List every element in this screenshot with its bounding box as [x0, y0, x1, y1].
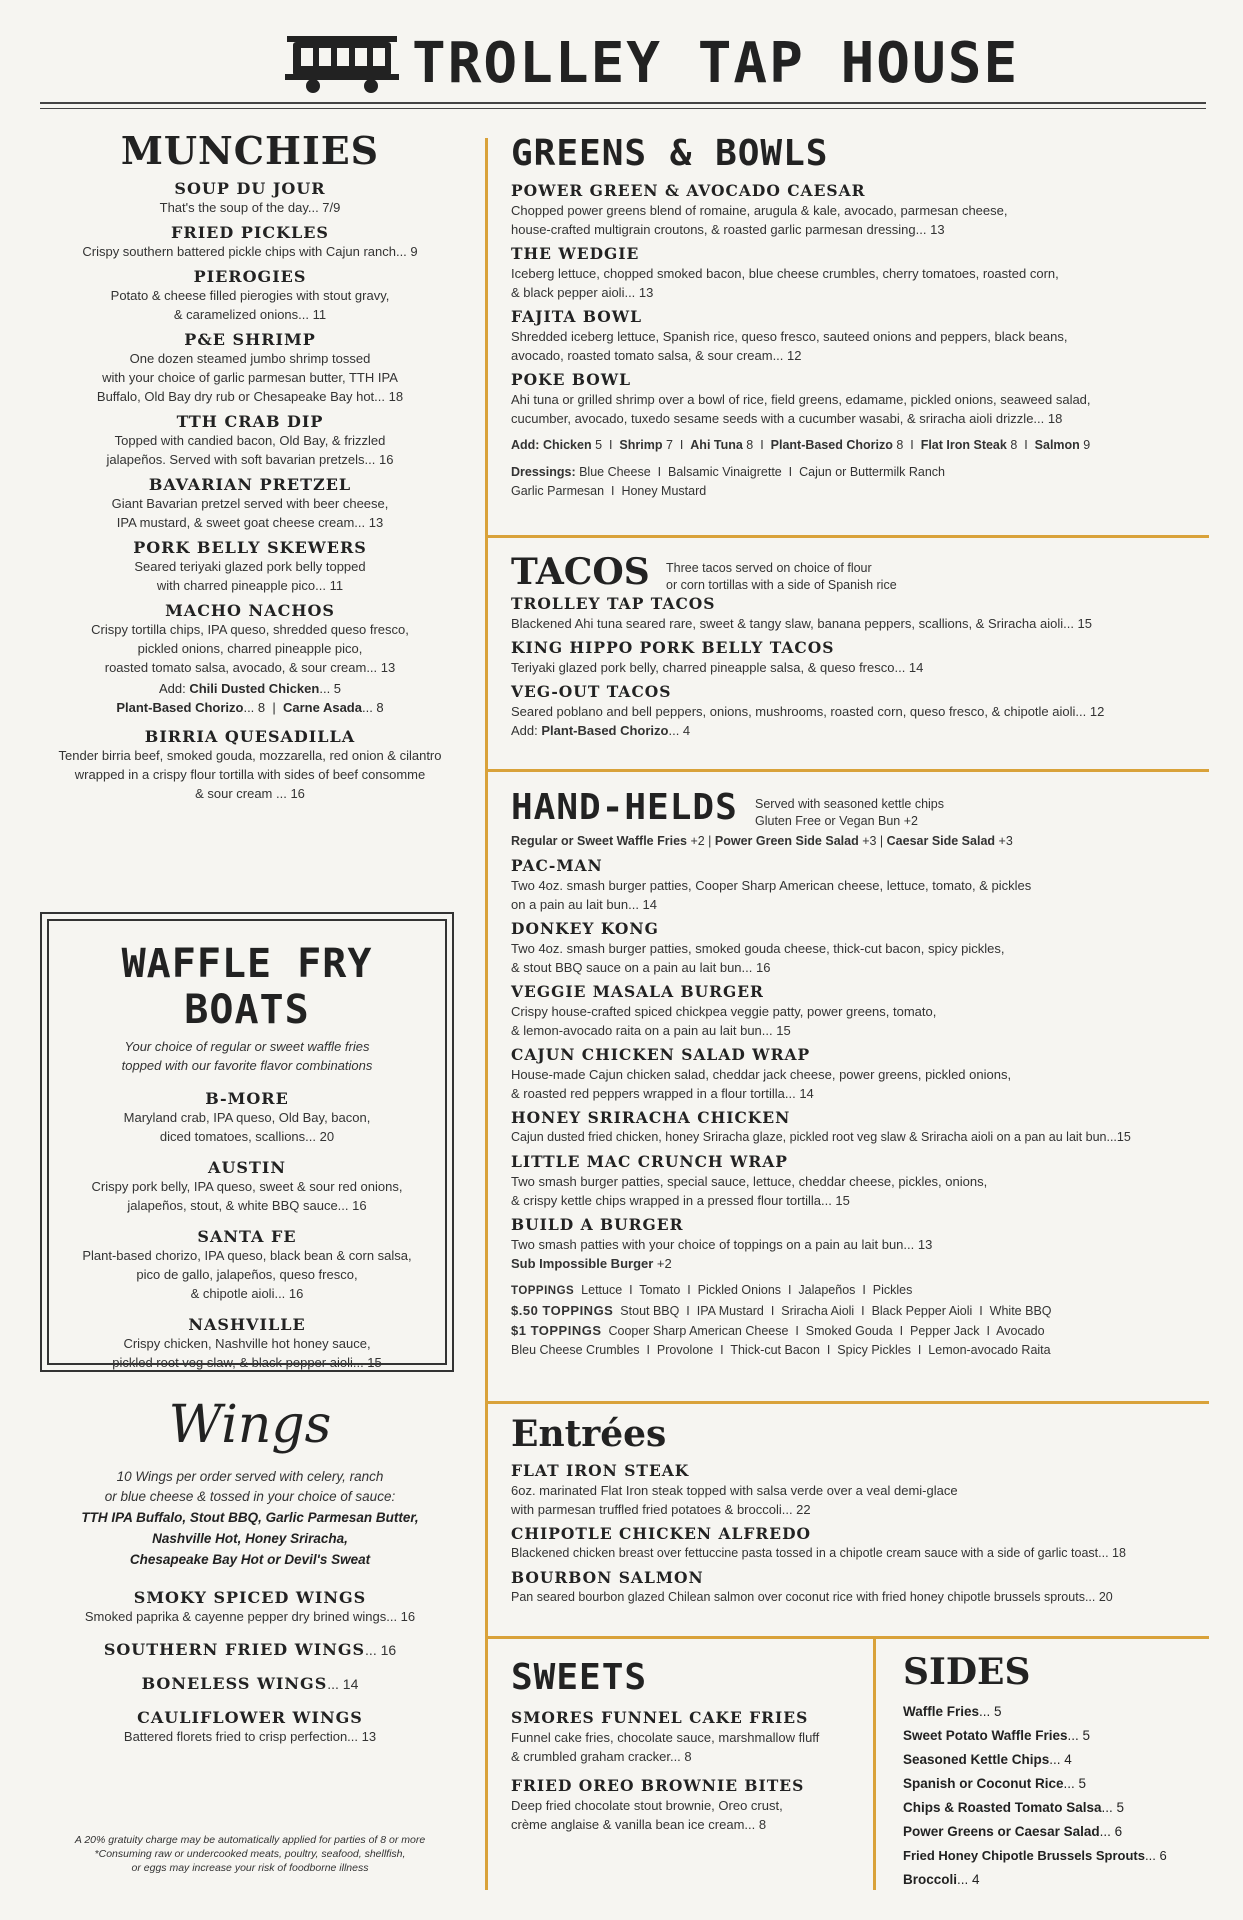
menu-item-price: ... 14 [327, 1676, 359, 1692]
upgrade-price: +2 | [686, 834, 715, 848]
toppings [511, 1281, 1201, 1360]
side-item [903, 1796, 1213, 1820]
menu-item-name: PAC-MAN [511, 856, 603, 875]
menu-item-name: AUSTIN [208, 1158, 286, 1177]
menu-item-name: MACHO NACHOS [165, 601, 335, 620]
waffle-fry-boats-box [40, 912, 454, 1372]
handhelds-section [511, 786, 1201, 1360]
menu-item-desc: Tender birria beef, smoked gouda, mozzarella, red onion & cilantro wrapped in a crispy flour tortilla with sides of beef consomme & sour cream ... 16 [58, 748, 442, 801]
menu-item-name: SMORES FUNNEL CAKE FRIES [511, 1708, 809, 1727]
handhelds-title: HAND-HELDS [511, 787, 738, 828]
side-name: Spanish or Coconut Rice [903, 1776, 1064, 1791]
toppings-label: $1 TOPPINGS [511, 1323, 602, 1338]
menu-item-name: FLAT IRON STEAK [511, 1461, 690, 1480]
menu-item-desc: Ahi tuna or grilled shrimp over a bowl of rice, field greens, edamame, pickled onions, seaweed salad, cucumber, avocado, tuxedo sesame seeds with a cucumber wasabi, & sriracha aioli drizzle... 18 [511, 392, 1091, 426]
side-item [903, 1772, 1213, 1796]
menu-item-desc: That's the soup of the day... 7/9 [159, 200, 341, 215]
menu-item-desc: Seared teriyaki glazed pork belly topped with charred pineapple pico... 11 [134, 559, 366, 593]
menu-item-name: PIEROGIES [193, 267, 307, 286]
entrees-section [511, 1412, 1201, 1607]
column-divider-sweets-sides [873, 1636, 876, 1890]
add-on-name: Salmon [1034, 438, 1080, 452]
menu-item-desc: Funnel cake fries, chocolate sauce, marshmallow fluff & crumbled graham cracker... 8 [511, 1730, 820, 1764]
menu-item-desc: Battered florets fried to crisp perfection... 13 [123, 1729, 377, 1744]
menu-item-name: CAULIFLOWER WINGS [137, 1708, 363, 1727]
side-price: ... 4 [1049, 1752, 1072, 1767]
toppings-list: Bleu Cheese Crumbles I Provolone I Thick-cut Bacon I Spicy Pickles I Lemon-avocado Raita [511, 1343, 1051, 1357]
nachos-add-ons [24, 679, 476, 717]
menu-item-desc: Seared poblano and bell peppers, onions, mushrooms, roasted corn, queso fresco, & chipotle aioli... 12 [511, 704, 1105, 719]
menu-item-desc: Maryland crab, IPA queso, Old Bay, bacon, diced tomatoes, scallions... 20 [123, 1110, 371, 1144]
side-name: Sweet Potato Waffle Fries [903, 1728, 1068, 1743]
sides-title: SIDES [903, 1651, 1031, 1693]
menu-item-desc: Cajun dusted fried chicken, honey Sriracha glaze, pickled root veg slaw & Sriracha aioli on a pan au lait bun...15 [511, 1130, 1131, 1144]
add-label: Add: [511, 438, 540, 452]
menu-item-name: CHIPOTLE CHICKEN ALFREDO [511, 1524, 812, 1543]
wings-title: Wings [168, 1395, 332, 1455]
greens-title: GREENS & BOWLS [511, 133, 829, 174]
waffle-subtitle: Your choice of regular or sweet waffle fries topped with our favorite flavor combinations [121, 1039, 373, 1073]
upgrade-price: +3 | [858, 834, 887, 848]
menu-item-name: DONKEY KONG [511, 919, 659, 938]
add-on-name: Chicken [542, 438, 592, 452]
menu-item-name-price [24, 1640, 476, 1660]
add-on-price: 8 [1006, 438, 1018, 452]
menu-item-name: VEG-OUT TACOS [511, 682, 672, 701]
add-on-name: Plant-Based Chorizo [770, 438, 893, 452]
menu-item-name: HONEY SRIRACHA CHICKEN [511, 1108, 791, 1127]
add-on-name: Plant-Based Chorizo [116, 700, 244, 715]
menu-item-desc: Crispy tortilla chips, IPA queso, shredded queso fresco, pickled onions, charred pineapple pico, roasted tomato salsa, avocado, & sour cream... 13 [91, 622, 409, 675]
add-prefix: Add: [511, 723, 542, 738]
add-prefix: Add: [158, 681, 190, 696]
side-item [903, 1724, 1213, 1748]
greens-add-ons: Add: Chicken 5 I Shrimp 7 I Ahi Tuna 8 I Plant-Based Chorizo 8 I Flat Iron Steak 8 I Salmon 9 [511, 438, 1091, 452]
add-on-price: 9 [1079, 438, 1091, 452]
menu-item-desc: Two 4oz. smash burger patties, Cooper Sharp American cheese, lettuce, tomato, & pickles on a pain au lait bun... 14 [511, 878, 1032, 912]
menu-item-name: TROLLEY TAP TACOS [511, 594, 716, 613]
add-on-name: Carne Asada [282, 700, 362, 715]
toppings-list: Lettuce I Tomato I Pickled Onions I Jalapeños I Pickles [574, 1283, 913, 1297]
menu-item-desc: Teriyaki glazed pork belly, charred pineapple salsa, & queso fresco... 14 [511, 660, 924, 675]
sides-section [903, 1650, 1213, 1892]
munchies-title: MUNCHIES [120, 128, 380, 173]
handhelds-note: Served with seasoned kettle chips Gluten Free or Vegan Bun +2 [755, 797, 944, 828]
dressings-list-2: Garlic Parmesan I Honey Mustard [511, 484, 707, 498]
add-on-price: 8 [892, 438, 904, 452]
add-on-price: 5 [591, 438, 603, 452]
dressings-list: Blue Cheese I Balsamic Vinaigrette I Cajun or Buttermilk Ranch [575, 465, 945, 479]
trolley-icon [283, 30, 401, 94]
menu-item-desc: Crispy chicken, Nashville hot honey sauce, pickled root veg slaw, & black pepper aioli... 15 [112, 1336, 382, 1370]
add-on-name: Ahi Tuna [690, 438, 743, 452]
menu-item-name: SOUP DU JOUR [174, 179, 326, 198]
menu-item-desc: Crispy southern battered pickle chips with Cajun ranch... 9 [82, 244, 418, 259]
side-name: Fried Honey Chipotle Brussels Sprouts [903, 1848, 1145, 1863]
menu-item-name: SANTA FE [197, 1227, 297, 1246]
side-price: ... 5 [1101, 1800, 1125, 1815]
menu-item-name: FRIED OREO BROWNIE BITES [511, 1776, 805, 1795]
menu-item-desc: Giant Bavarian pretzel served with beer cheese, IPA mustard, & sweet goat cheese cream... 13 [111, 496, 389, 530]
side-name: Broccoli [903, 1872, 958, 1887]
menu-item-name: POKE BOWL [511, 370, 632, 389]
side-name: Seasoned Kettle Chips [903, 1752, 1050, 1767]
menu-item-desc: Blackened Ahi tuna seared rare, sweet & tangy slaw, banana peppers, scallions, & Sriracha aioli... 15 [511, 616, 1093, 631]
section-divider [485, 1401, 1209, 1404]
menu-item-desc: Two smash burger patties, special sauce, lettuce, cheddar cheese, pickles, onions, & crispy kettle chips wrapped in a pressed flour tortilla... 15 [511, 1174, 988, 1208]
munchies-section [24, 128, 476, 803]
menu-item-desc: One dozen steamed jumbo shrimp tossed with your choice of garlic parmesan butter, TTH IPA Buffalo, Old Bay dry rub or Chesapeake Bay hot... 18 [96, 351, 404, 404]
add-on-price: 7 [662, 438, 673, 452]
menu-item-name: POWER GREEN & AVOCADO CAESAR [511, 181, 866, 200]
tacos-title: TACOS [511, 551, 650, 593]
wings-section [24, 1395, 476, 1746]
toppings-list: Cooper Sharp American Cheese I Smoked Gouda I Pepper Jack I Avocado [601, 1324, 1045, 1338]
sub-option [511, 1254, 1201, 1273]
menu-item-desc: Plant-based chorizo, IPA queso, black bean & corn salsa, pico de gallo, jalapeños, queso fresco, & chipotle aioli... 16 [82, 1248, 412, 1301]
menu-item-desc: Two smash patties with your choice of toppings on a pain au lait bun... 13 [511, 1237, 933, 1252]
side-item [903, 1700, 1213, 1724]
menu-item-name: B-MORE [205, 1089, 289, 1108]
add-on-name: Chili Dusted Chicken [189, 681, 320, 696]
side-price: ... 5 [1063, 1776, 1087, 1791]
toppings-list: Stout BBQ I IPA Mustard I Sriracha Aioli I Black Pepper Aioli I White BBQ [613, 1304, 1052, 1318]
menu-item-name: BOURBON SALMON [511, 1568, 704, 1587]
footnote: A 20% gratuity charge may be automatically applied for parties of 8 or more *Consuming raw or undercooked meats, poultry, seafood, shellfish, or eggs may increase your risk of foodborne illness [74, 1834, 426, 1874]
tacos-note: Three tacos served on choice of flour or corn tortillas with a side of Spanish rice [666, 561, 897, 592]
menu-item-name: VEGGIE MASALA BURGER [511, 982, 764, 1001]
menu-item-desc: Crispy pork belly, IPA queso, sweet & sour red onions, jalapeños, stout, & white BBQ sauce... 16 [91, 1179, 403, 1213]
header-rule-thin [40, 108, 1206, 109]
menu-item-name: PORK BELLY SKEWERS [133, 538, 367, 557]
menu-item-desc: Shredded iceberg lettuce, Spanish rice, queso fresco, sauteed onions and peppers, black beans, avocado, roasted tomato salsa, & sour cream... 12 [511, 329, 1068, 363]
upgrade-name: Power Green Side Salad [714, 834, 859, 848]
menu-item-name: CAJUN CHICKEN SALAD WRAP [511, 1045, 811, 1064]
menu-item-name: THE WEDGIE [511, 244, 640, 263]
menu-item-name: TTH CRAB DIP [176, 412, 324, 431]
side-name: Chips & Roasted Tomato Salsa [903, 1800, 1102, 1815]
menu-item-desc: Chopped power greens blend of romaine, arugula & kale, avocado, parmesan cheese, house-crafted multigrain croutons, & roasted garlic parmesan dressing... 13 [511, 203, 1008, 237]
menu-item-name: NASHVILLE [188, 1315, 306, 1334]
dressings-label: Dressings: [511, 465, 576, 479]
side-price: ... 6 [1145, 1848, 1167, 1863]
add-on-price: ... 4 [668, 723, 691, 738]
menu-item-desc: 6oz. marinated Flat Iron steak topped with salsa verde over a veal demi-glace with parmesan truffled fried potatoes & broccoli... 22 [511, 1483, 958, 1517]
upgrade-price: +3 [995, 834, 1013, 848]
side-item [903, 1748, 1213, 1772]
greens-section [511, 132, 1201, 501]
menu-item-desc: Iceberg lettuce, chopped smoked bacon, blue cheese crumbles, cherry tomatoes, roasted corn, & black pepper aioli... 13 [511, 266, 1059, 300]
header [0, 20, 1243, 100]
dressings [511, 463, 1201, 501]
section-divider [485, 1636, 1209, 1639]
menu-item-name: FRIED PICKLES [171, 223, 329, 242]
sub-name: Sub Impossible Burger [511, 1256, 654, 1271]
menu-item-desc: Topped with candied bacon, Old Bay, & frizzled jalapeños. Served with soft bavarian pretzels... 16 [106, 433, 394, 467]
sub-price: +2 [653, 1256, 672, 1271]
column-divider [485, 138, 488, 1890]
menu-item-desc: Crispy house-crafted spiced chickpea veggie patty, power greens, tomato, & lemon-avocado raita on a pain au lait bun... 15 [511, 1004, 937, 1038]
add-on-price: ... 5 [319, 681, 342, 696]
side-price: ... 4 [957, 1872, 980, 1887]
add-on-name: Shrimp [619, 438, 663, 452]
side-price: ... 6 [1099, 1824, 1123, 1839]
menu-item-desc: Pan seared bourbon glazed Chilean salmon over coconut rice with fried honey chipotle brussels sprouts... 20 [511, 1590, 1113, 1604]
menu-item-desc: Potato & cheese filled pierogies with stout gravy, & caramelized onions... 11 [110, 288, 390, 322]
menu-item-desc: Smoked paprika & cayenne pepper dry brined wings... 16 [84, 1609, 416, 1624]
side-item [903, 1844, 1213, 1868]
toppings-label: TOPPINGS [511, 1285, 575, 1297]
tacos-add-on [511, 721, 1201, 740]
menu-item-desc: Deep fried chocolate stout brownie, Oreo crust, crème anglaise & vanilla bean ice cream... 8 [511, 1798, 783, 1832]
upgrade-name: Regular or Sweet Waffle Fries [511, 834, 687, 848]
menu-item-name: BONELESS WINGS [141, 1674, 328, 1693]
section-divider [485, 535, 1209, 538]
add-on-price: 8 [742, 438, 754, 452]
menu-item-desc: Blackened chicken breast over fettuccine pasta tossed in a chipotle cream sauce with a side of garlic toast... 18 [511, 1546, 1126, 1560]
side-name: Power Greens or Caesar Salad [903, 1824, 1100, 1839]
side-price: ... 5 [979, 1704, 1002, 1719]
page-title: TROLLEY TAP HOUSE [412, 31, 1020, 96]
menu-item-name: BIRRIA QUESADILLA [144, 727, 356, 746]
upgrade-name: Caesar Side Salad [886, 834, 996, 848]
menu-item-desc: House-made Cajun chicken salad, cheddar jack cheese, power greens, pickled onions, & roasted red peppers wrapped in a flour tortilla... 14 [511, 1067, 1012, 1101]
add-on-name: Plant-Based Chorizo [541, 723, 669, 738]
add-on-price: ... 8 [361, 700, 384, 715]
side-item [903, 1820, 1213, 1844]
toppings-label: $.50 TOPPINGS [511, 1303, 614, 1318]
section-divider [485, 769, 1209, 772]
wings-sauces: TTH IPA Buffalo, Stout BBQ, Garlic Parmesan Butter, Nashville Hot, Honey Sriracha, Chesapeake Bay Hot or Devil's Sweat [81, 1510, 419, 1567]
menu-item-name: SOUTHERN FRIED WINGS [103, 1640, 366, 1659]
header-rule [40, 102, 1206, 104]
wings-note: 10 Wings per order served with celery, ranch or blue cheese & tossed in your choice of sauce: [104, 1469, 396, 1504]
separator: | [265, 700, 283, 715]
menu-item-name: SMOKY SPICED WINGS [133, 1588, 367, 1607]
sweets-title: SWEETS [511, 1657, 648, 1698]
entrees-title: Entrées [511, 1413, 667, 1455]
side-upgrades [511, 832, 1201, 851]
add-on-price: ... 8 [243, 700, 266, 715]
menu-item-name: KING HIPPO PORK BELLY TACOS [511, 638, 835, 657]
add-on-name: Flat Iron Steak [920, 438, 1007, 452]
menu-item-desc: Two 4oz. smash burger patties, smoked gouda cheese, thick-cut bacon, spicy pickles, & stout BBQ sauce on a pain au lait bun... 16 [511, 941, 1005, 975]
side-name: Waffle Fries [903, 1704, 980, 1719]
menu-item-name: P&E SHRIMP [184, 330, 316, 349]
menu-item-name: FAJITA BOWL [511, 307, 643, 326]
menu-item-name: BAVARIAN PRETZEL [148, 475, 352, 494]
menu-item-price: ... 16 [365, 1642, 397, 1658]
menu-item-name: BUILD A BURGER [511, 1215, 684, 1234]
side-price: ... 5 [1067, 1728, 1091, 1743]
menu-item-name-price [24, 1674, 476, 1694]
waffle-title: WAFFLE FRY BOATS [121, 941, 373, 1033]
menu-item-name: LITTLE MAC CRUNCH WRAP [511, 1152, 788, 1171]
side-item [903, 1868, 1213, 1892]
sweets-section [511, 1656, 861, 1834]
